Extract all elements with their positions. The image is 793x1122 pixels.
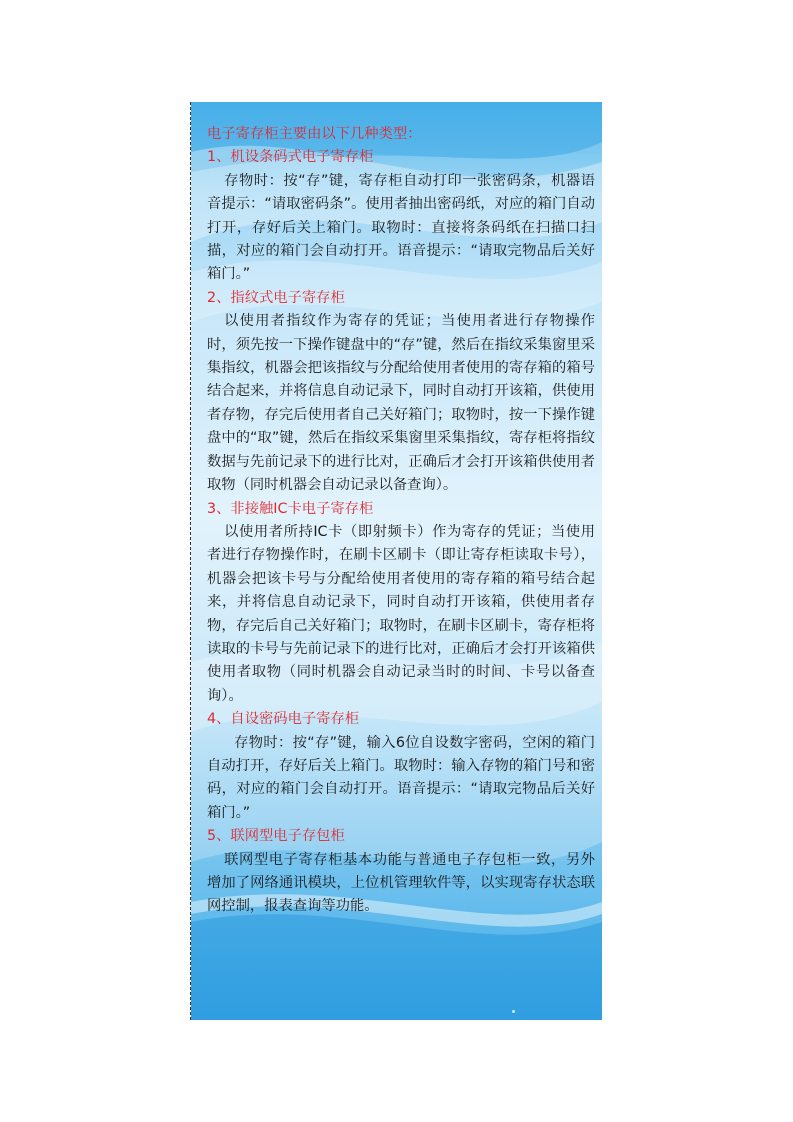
content-column	[207, 123, 595, 919]
section-2-body: 以使用者指纹作为寄存的凭证；当使用者进行存物操作时，须先按一下操作键盘中的“存”键，然后在指纹采集窗里采集指纹，机器会把该指纹与分配给使用者使用的寄存箱的箱号结合起来，并将信息自动记录下，同时自动打开该箱，供使用者存物，存完后使用者自己关好箱门；取物时，按一下操作键盘中的“取”键，然后在指纹采集窗里采集指纹，寄存柜将指纹数据与先前记录下的进行比对，正确后才会打开该箱供使用者取物（同时机器会自动记录以备查询）。	[207, 313, 595, 494]
section-4-body: 存物时：按“存”键，输入6位自设数字密码，空闲的箱门自动打开，存好后关上箱门。取物时：输入存物的箱门号和密码，对应的箱门会自动打开。语音提示：“请取完物品后关好箱门。”	[207, 734, 595, 821]
section-3-title: 3、非接触IC卡电子寄存柜	[207, 500, 374, 517]
section-4-title: 4、自设密码电子寄存柜	[207, 711, 360, 728]
page-heading: 电子寄存柜主要由以下几种类型：	[207, 126, 422, 142]
section-5-body: 联网型电子寄存柜基本功能与普通电子存包柜一致，另外增加了网络通讯模块，上位机管理软件等，以实现寄存状态联网控制，报表查询等功能。	[207, 851, 595, 915]
section-3-body: 以使用者所持IC卡（即射频卡）作为寄存的凭证；当使用者进行存物操作时，在刷卡区刷卡（即让寄存柜读取卡号），机器会把该卡号与分配给使用者使用的寄存箱的箱号结合起来，并将信息自动记录下，同时自动打开该箱，供使用者存物，存完后自己关好箱门；取物时，在刷卡区刷卡，寄存柜将读取的卡号与先前记录下的进行比对，正确后才会打开该箱供使用者取物（同时机器会自动记录当时的时间、卡号以备查询）。	[207, 523, 595, 704]
section-2-title: 2、指纹式电子寄存柜	[207, 289, 345, 306]
section-1-body: 存物时：按“存”键，寄存柜自动打印一张密码条，机器语音提示：“请取密码条”。使用者抽出密码纸，对应的箱门自动打开，存好后关上箱门。取物时：直接将条码纸在扫描口扫描，对应的箱门会自动打开。语音提示：“请取完物品后关好箱门。”	[207, 172, 595, 283]
section-1-title: 1、机设条码式电子寄存柜	[207, 149, 374, 166]
section-5-title: 5、联网型电子存包柜	[207, 828, 345, 845]
info-banner	[191, 102, 602, 1020]
decorative-dot	[512, 1010, 515, 1013]
